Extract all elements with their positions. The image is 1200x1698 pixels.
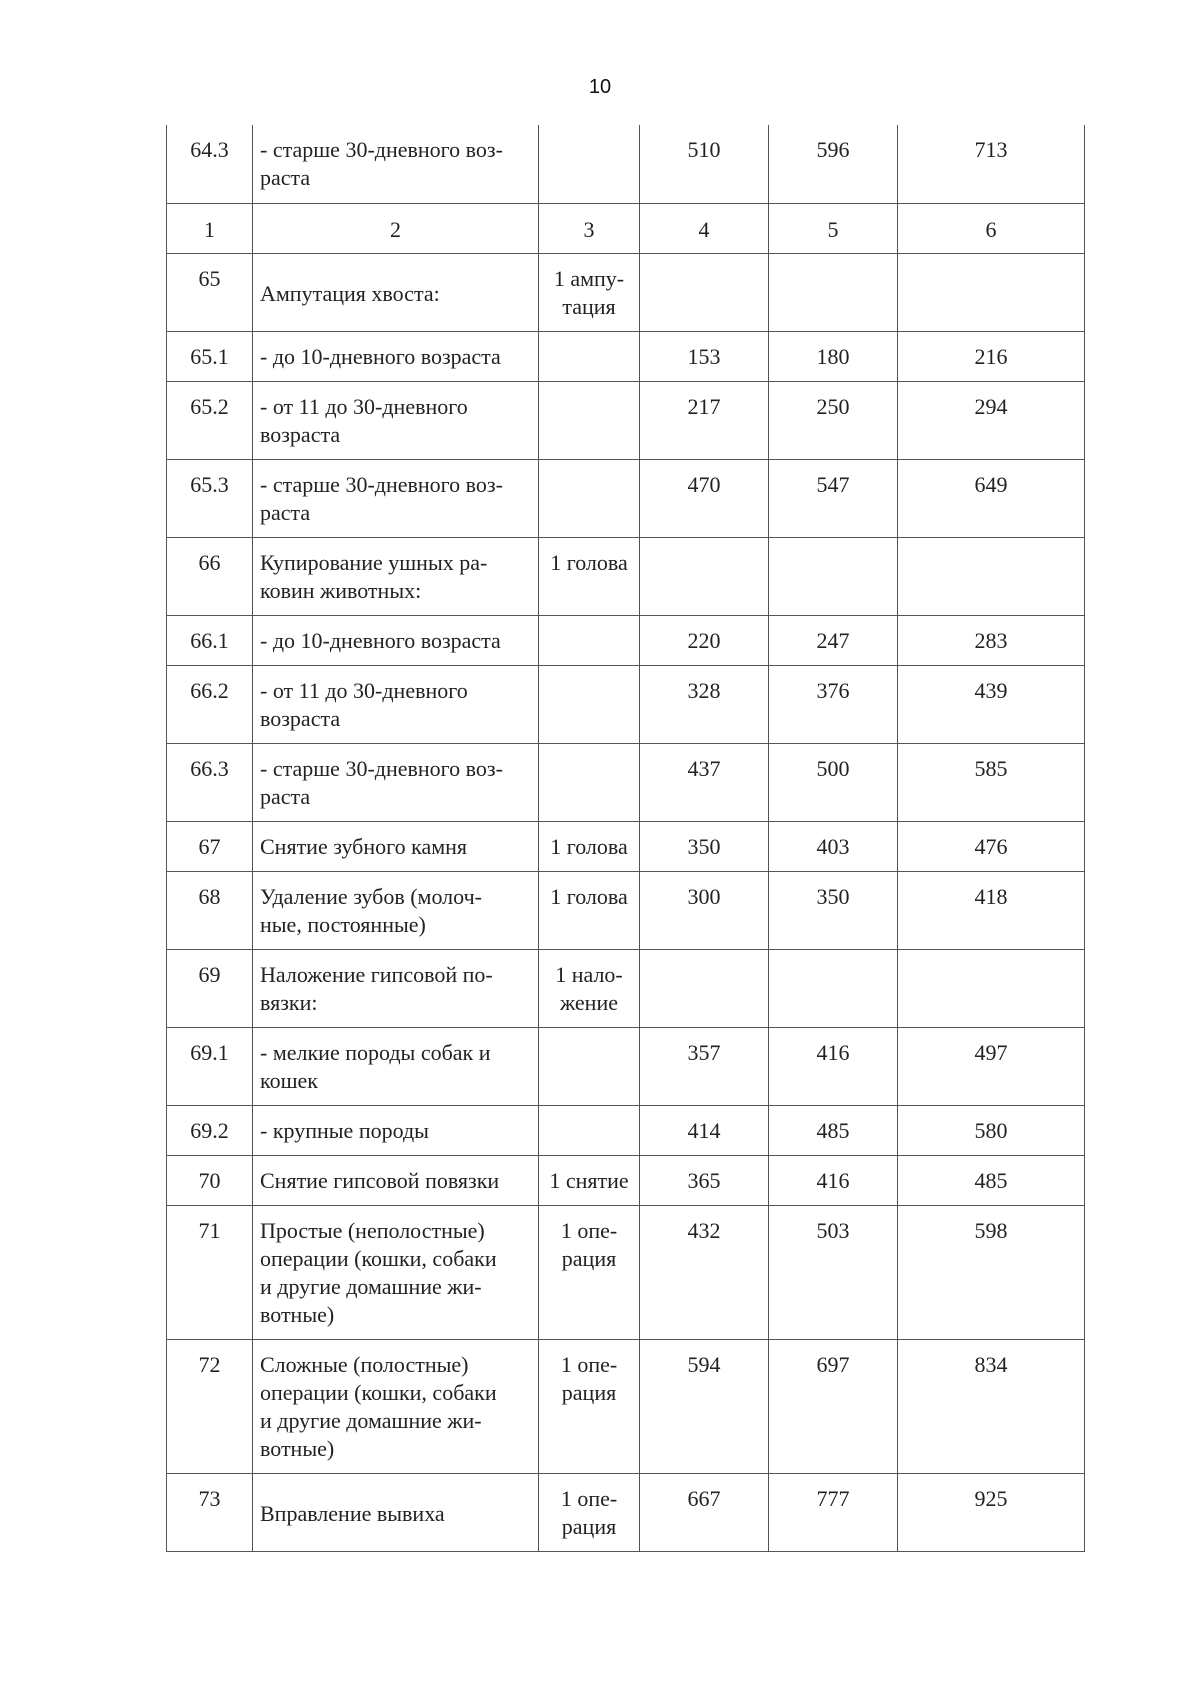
row-number-cell: 66.2 xyxy=(167,665,253,743)
unit-cell xyxy=(539,615,640,665)
price-col6-cell: 294 xyxy=(898,381,1085,459)
price-col4-cell xyxy=(640,253,769,331)
unit-cell: 1 опе- рация xyxy=(539,1473,640,1551)
price-col6-cell xyxy=(898,949,1085,1027)
row-number-cell: 72 xyxy=(167,1339,253,1473)
row-number-cell: 70 xyxy=(167,1155,253,1205)
table-row xyxy=(167,743,1085,821)
table-row xyxy=(167,615,1085,665)
unit-cell: 1 голова xyxy=(539,821,640,871)
unit-cell xyxy=(539,665,640,743)
unit-cell: 1 голова xyxy=(539,871,640,949)
column-number-cell: 1 xyxy=(167,203,253,253)
service-name-cell: Ампутация хвоста: xyxy=(253,253,539,331)
table-row xyxy=(167,871,1085,949)
table-row xyxy=(167,537,1085,615)
row-number-cell: 66 xyxy=(167,537,253,615)
price-col5-cell: 376 xyxy=(769,665,898,743)
price-col4-cell: 153 xyxy=(640,331,769,381)
price-col4-cell: 594 xyxy=(640,1339,769,1473)
price-col4-cell: 667 xyxy=(640,1473,769,1551)
price-col4-cell: 350 xyxy=(640,821,769,871)
price-col5-cell xyxy=(769,949,898,1027)
service-name-cell: Купирование ушных ра- ковин животных: xyxy=(253,537,539,615)
table-row xyxy=(167,1105,1085,1155)
service-name-cell: Сложные (полостные) операции (кошки, собаки и другие домашние жи- вотные) xyxy=(253,1339,539,1473)
row-number-cell: 69 xyxy=(167,949,253,1027)
service-name-cell: - от 11 до 30-дневного возраста xyxy=(253,381,539,459)
row-number-cell: 67 xyxy=(167,821,253,871)
row-number-cell: 65.1 xyxy=(167,331,253,381)
unit-cell: 1 ампу- тация xyxy=(539,253,640,331)
column-number-row xyxy=(167,203,1085,253)
price-col6-cell xyxy=(898,537,1085,615)
service-name-cell: Удаление зубов (молоч- ные, постоянные) xyxy=(253,871,539,949)
price-col6-cell: 598 xyxy=(898,1205,1085,1339)
table-row xyxy=(167,125,1085,203)
unit-cell: 1 снятие xyxy=(539,1155,640,1205)
price-col6-cell: 649 xyxy=(898,459,1085,537)
table-row xyxy=(167,459,1085,537)
row-number-cell: 66.3 xyxy=(167,743,253,821)
row-number-cell: 73 xyxy=(167,1473,253,1551)
price-col5-cell xyxy=(769,253,898,331)
service-name-cell: - старше 30-дневного воз- раста xyxy=(253,125,539,203)
price-col4-cell xyxy=(640,537,769,615)
price-col5-cell: 547 xyxy=(769,459,898,537)
price-col5-cell: 416 xyxy=(769,1027,898,1105)
price-table xyxy=(166,125,1085,1552)
table-row xyxy=(167,1339,1085,1473)
price-col4-cell: 365 xyxy=(640,1155,769,1205)
price-col4-cell: 357 xyxy=(640,1027,769,1105)
price-col5-cell: 500 xyxy=(769,743,898,821)
column-number-cell: 2 xyxy=(253,203,539,253)
table-row xyxy=(167,1473,1085,1551)
column-number-cell: 3 xyxy=(539,203,640,253)
service-name-cell: Вправление вывиха xyxy=(253,1473,539,1551)
row-number-cell: 65.3 xyxy=(167,459,253,537)
price-col5-cell: 247 xyxy=(769,615,898,665)
price-col6-cell: 283 xyxy=(898,615,1085,665)
row-number-cell: 64.3 xyxy=(167,125,253,203)
price-col5-cell xyxy=(769,537,898,615)
price-col6-cell: 925 xyxy=(898,1473,1085,1551)
service-name-cell: Наложение гипсовой по- вязки: xyxy=(253,949,539,1027)
price-col6-cell: 834 xyxy=(898,1339,1085,1473)
column-number-cell: 4 xyxy=(640,203,769,253)
price-col4-cell: 510 xyxy=(640,125,769,203)
service-name-cell: Снятие зубного камня xyxy=(253,821,539,871)
price-col4-cell: 414 xyxy=(640,1105,769,1155)
row-number-cell: 66.1 xyxy=(167,615,253,665)
price-col6-cell: 439 xyxy=(898,665,1085,743)
unit-cell: 1 опе- рация xyxy=(539,1339,640,1473)
price-col5-cell: 596 xyxy=(769,125,898,203)
table-row xyxy=(167,949,1085,1027)
price-col4-cell: 328 xyxy=(640,665,769,743)
unit-cell xyxy=(539,1105,640,1155)
service-name-cell: Простые (неполостные) операции (кошки, собаки и другие домашние жи- вотные) xyxy=(253,1205,539,1339)
row-number-cell: 65 xyxy=(167,253,253,331)
service-name-cell: - старше 30-дневного воз- раста xyxy=(253,743,539,821)
price-col5-cell: 350 xyxy=(769,871,898,949)
row-number-cell: 69.2 xyxy=(167,1105,253,1155)
table-row xyxy=(167,253,1085,331)
unit-cell: 1 опе- рация xyxy=(539,1205,640,1339)
price-col6-cell: 585 xyxy=(898,743,1085,821)
price-col5-cell: 485 xyxy=(769,1105,898,1155)
price-col5-cell: 180 xyxy=(769,331,898,381)
price-col4-cell: 300 xyxy=(640,871,769,949)
unit-cell: 1 голова xyxy=(539,537,640,615)
service-name-cell: - крупные породы xyxy=(253,1105,539,1155)
price-col6-cell xyxy=(898,253,1085,331)
price-col6-cell: 485 xyxy=(898,1155,1085,1205)
price-col4-cell: 470 xyxy=(640,459,769,537)
table-row xyxy=(167,331,1085,381)
price-col4-cell: 220 xyxy=(640,615,769,665)
price-col4-cell: 217 xyxy=(640,381,769,459)
table-row xyxy=(167,821,1085,871)
table-row xyxy=(167,1155,1085,1205)
table-row xyxy=(167,1205,1085,1339)
page-number: 10 xyxy=(588,76,612,98)
column-number-cell: 5 xyxy=(769,203,898,253)
price-col6-cell: 216 xyxy=(898,331,1085,381)
price-col4-cell: 432 xyxy=(640,1205,769,1339)
service-name-cell: - до 10-дневного возраста xyxy=(253,615,539,665)
table-row xyxy=(167,665,1085,743)
price-col6-cell: 418 xyxy=(898,871,1085,949)
unit-cell xyxy=(539,381,640,459)
column-number-cell: 6 xyxy=(898,203,1085,253)
unit-cell xyxy=(539,331,640,381)
unit-cell xyxy=(539,1027,640,1105)
row-number-cell: 71 xyxy=(167,1205,253,1339)
price-col4-cell xyxy=(640,949,769,1027)
price-col5-cell: 403 xyxy=(769,821,898,871)
price-col6-cell: 713 xyxy=(898,125,1085,203)
unit-cell xyxy=(539,459,640,537)
service-name-cell: - от 11 до 30-дневного возраста xyxy=(253,665,539,743)
row-number-cell: 68 xyxy=(167,871,253,949)
service-name-cell: - старше 30-дневного воз- раста xyxy=(253,459,539,537)
price-col4-cell: 437 xyxy=(640,743,769,821)
price-col5-cell: 250 xyxy=(769,381,898,459)
price-col5-cell: 777 xyxy=(769,1473,898,1551)
price-col5-cell: 697 xyxy=(769,1339,898,1473)
service-name-cell: - мелкие породы собак и кошек xyxy=(253,1027,539,1105)
row-number-cell: 65.2 xyxy=(167,381,253,459)
price-col6-cell: 476 xyxy=(898,821,1085,871)
price-col6-cell: 497 xyxy=(898,1027,1085,1105)
price-col5-cell: 503 xyxy=(769,1205,898,1339)
unit-cell xyxy=(539,743,640,821)
service-name-cell: Снятие гипсовой повязки xyxy=(253,1155,539,1205)
table-row xyxy=(167,381,1085,459)
price-col5-cell: 416 xyxy=(769,1155,898,1205)
price-col6-cell: 580 xyxy=(898,1105,1085,1155)
service-name-cell: - до 10-дневного возраста xyxy=(253,331,539,381)
row-number-cell: 69.1 xyxy=(167,1027,253,1105)
unit-cell xyxy=(539,125,640,203)
table-row xyxy=(167,1027,1085,1105)
unit-cell: 1 нало- жение xyxy=(539,949,640,1027)
